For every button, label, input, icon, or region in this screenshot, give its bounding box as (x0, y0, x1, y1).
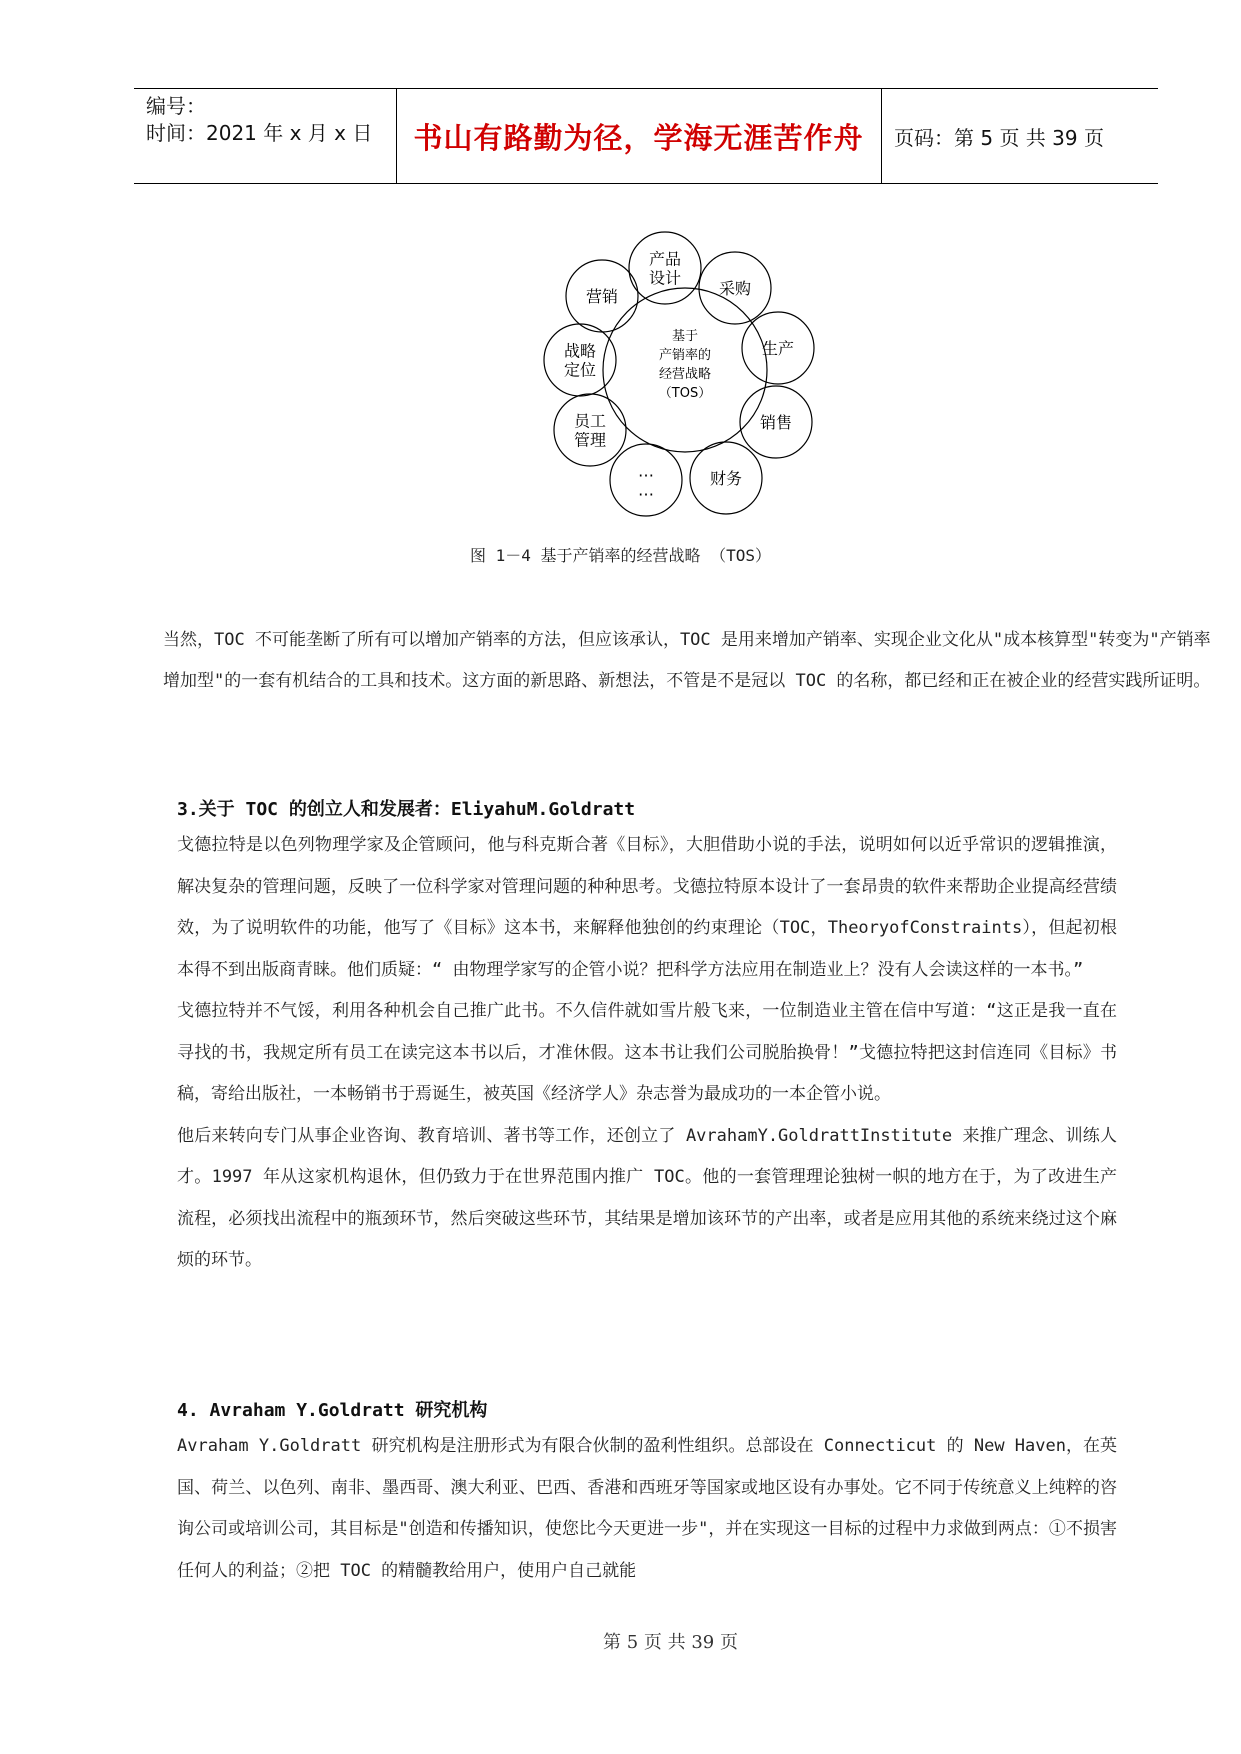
section-4-heading: 4. Avraham Y.Goldratt 研究机构 (177, 1400, 488, 1421)
node-label: … (638, 461, 654, 481)
node-label: 采购 (718, 279, 752, 298)
node-label: 管理 (573, 430, 607, 450)
document-time-label: 时间：2021 年 x 月 x 日 (146, 121, 373, 145)
node-label: 生产 (761, 339, 795, 358)
node-label: 产品 (648, 249, 682, 269)
header-motto: 书山有路勤为径，学海无涯苦作舟 (413, 120, 864, 155)
node-label: 财务 (709, 469, 743, 488)
figure-caption: 图 1－4 基于产销率的经营战略 （TOS） (469, 546, 772, 565)
section-4-body (177, 1426, 1117, 1592)
section-3-paragraph: 戈德拉特并不气馁，利用各种机会自己推广此书。不久信件就如雪片般飞来，一位制造业主管在信中写道：“这正是我一直在寻找的书，我规定所有员工在读完这本书以后，才准休假。这本书让我们公司脱胎换骨！”戈德拉特把这封信连同《目标》书稿，寄给出版社，一本畅销书于焉诞生，被英国《经济学人》杂志誉为最成功的一本企管小说。 (177, 1001, 1117, 1104)
tos-diagram (530, 230, 850, 530)
node-label: 定位 (563, 360, 597, 380)
section-3-body (177, 825, 1117, 1282)
section-3-heading: 3.关于 TOC 的创立人和发展者：EliyahuM.Goldratt (177, 799, 636, 820)
node-label: 销售 (759, 413, 793, 432)
tos-diagram-svg (530, 230, 850, 530)
center-label: 经营战略 (658, 367, 712, 382)
page-header (134, 88, 1158, 184)
node-label: 员工 (573, 411, 607, 431)
section-4-paragraph: Avraham Y.Goldratt 研究机构是注册形式为有限合伙制的盈利性组织。总部设在 Connecticut 的 New Haven，在英国、荷兰、以色列、南非、墨西哥、澳大利亚、巴西、香港和西班牙等国家或地区设有办事处。它不同于传统意义上纯粹的咨询公司或培训公司，其目标是"创造和传播知识，使您比今天更进一步"，并在实现这一目标的过程中力求做到两点：①不损害任何人的利益；②把 TOC 的精髓教给用户，使用户自己就能 (177, 1436, 1117, 1581)
section-3-paragraph: 他后来转向专门从事企业咨询、教育培训、著书等工作，还创立了 AvrahamY.GoldrattInstitute 来推广理念、训练人才。1997 年从这家机构退休，但仍致力于在世界范围内推广 TOC。他的一套管理理论独树一帜的地方在于，为了改进生产流程，必须找出流程中的瓶颈环节，然后突破这些环节，其结果是增加该环节的产出率，或者是应用其他的系统来绕过这个麻烦的环节。 (177, 1125, 1117, 1270)
intro-paragraph: 当然，TOC 不可能垄断了所有可以增加产销率的方法，但应该承认，TOC 是用来增加产销率、实现企业文化从"成本核算型"转变为"产销率增加型"的一套有机结合的工具和技术。这方面的新思路、新想法，不管是不是冠以 TOC 的名称，都已经和正在被企业的经营实践所证明。 (163, 630, 1211, 691)
document-number-label: 编号： (146, 94, 206, 118)
page-footer: 第 5 页 共 39 页 (603, 1632, 738, 1653)
node-label: 战略 (563, 341, 597, 361)
node-label: 营销 (585, 287, 619, 306)
node-label: 设计 (648, 268, 682, 288)
center-label: （TOS） (658, 386, 712, 401)
header-page-info: 页码：第 5 页 共 39 页 (894, 125, 1104, 150)
center-label: 基于 (671, 329, 699, 344)
section-3-paragraph: 戈德拉特是以色列物理学家及企管顾问，他与科克斯合著《目标》，大胆借助小说的手法，说明如何以近乎常识的逻辑推演，解决复杂的管理问题，反映了一位科学家对管理问题的种种思考。戈德拉特原本设计了一套昂贵的软件来帮助企业提高经营绩效，为了说明软件的功能，他写了《目标》这本书，来解释他独创的约束理论（TOC，TheoryofConstraints），但起初根本得不到出版商青睐。他们质疑：“ 由物理学家写的企管小说？把科学方法应用在制造业上？没有人会读这样的一本书。” (177, 835, 1117, 980)
header-meta (146, 93, 396, 147)
node-label: … (638, 480, 654, 500)
center-label: 产销率的 (658, 348, 712, 363)
